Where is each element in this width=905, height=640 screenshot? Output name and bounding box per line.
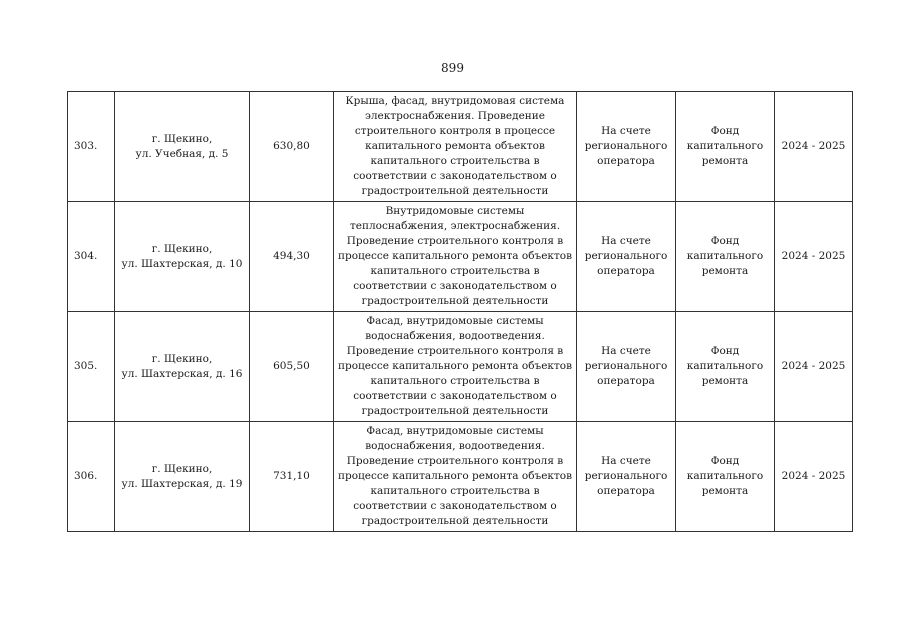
account-line: На счете (601, 235, 651, 247)
address-city: г. Щекино, (151, 462, 213, 475)
works-line: Проведение строительного контроля в (346, 235, 564, 247)
source-line: капитального (686, 140, 764, 152)
page-number: 899 (441, 61, 464, 75)
address-cell (115, 312, 250, 422)
funding-source-cell (676, 312, 775, 422)
works-line: водоснабжения, водоотведения. (365, 440, 545, 452)
account-line: На счете (601, 455, 651, 467)
area-cell: 630,80 (250, 92, 334, 202)
table-row (68, 422, 853, 532)
works-line: капитального строительства в (370, 155, 540, 167)
works-line: Проведение строительного контроля в (346, 455, 564, 467)
works-line: капитального строительства в (370, 265, 540, 277)
works-line: водоснабжения, водоотведения. (365, 330, 545, 342)
works-line: электроснабжения. Проведение (364, 110, 546, 122)
address-cell (115, 422, 250, 532)
source-line: Фонд (710, 235, 740, 247)
account-cell (577, 202, 676, 312)
works-line: Внутридомовые системы (385, 205, 525, 217)
table-row (68, 202, 853, 312)
address-street: ул. Шахтерская, д. 10 (121, 257, 243, 270)
account-cell (577, 312, 676, 422)
area-cell: 731,10 (250, 422, 334, 532)
works-line: капитального ремонта объектов (365, 140, 545, 152)
table-row (68, 92, 853, 202)
works-cell (334, 422, 577, 532)
works-line: Крыша, фасад, внутридомовая система (345, 95, 565, 107)
row-number: 303. (68, 92, 115, 202)
works-line: соответствии с законодательством о (353, 500, 557, 512)
works-line: градостроительной деятельности (361, 515, 549, 527)
account-line: оператора (597, 375, 655, 387)
account-line: оператора (597, 485, 655, 497)
works-cell (334, 312, 577, 422)
address-street: ул. Шахтерская, д. 19 (121, 477, 243, 490)
works-line: градостроительной деятельности (361, 295, 549, 307)
source-line: Фонд (710, 455, 740, 467)
works-line: капитального строительства в (370, 485, 540, 497)
source-line: ремонта (701, 265, 749, 277)
account-cell (577, 92, 676, 202)
works-cell (334, 202, 577, 312)
period-cell: 2024 - 2025 (775, 422, 853, 532)
row-number: 306. (68, 422, 115, 532)
table-row (68, 312, 853, 422)
account-cell (577, 422, 676, 532)
account-line: оператора (597, 155, 655, 167)
works-line: соответствии с законодательством о (353, 280, 557, 292)
row-number: 304. (68, 202, 115, 312)
works-line: процессе капитального ремонта объектов (337, 250, 573, 262)
address-city: г. Щекино, (151, 132, 213, 145)
works-line: Фасад, внутридомовые системы (366, 315, 544, 327)
works-line: теплоснабжения, электроснабжения. (349, 220, 561, 232)
period-cell: 2024 - 2025 (775, 312, 853, 422)
funding-source-cell (676, 92, 775, 202)
source-line: ремонта (701, 375, 749, 387)
works-line: процессе капитального ремонта объектов (337, 360, 573, 372)
works-line: градостроительной деятельности (361, 405, 549, 417)
funding-source-cell (676, 202, 775, 312)
source-line: Фонд (710, 345, 740, 357)
account-line: На счете (601, 125, 651, 137)
period-cell: 2024 - 2025 (775, 92, 853, 202)
address-city: г. Щекино, (151, 352, 213, 365)
address-street: ул. Учебная, д. 5 (135, 147, 229, 160)
works-cell (334, 92, 577, 202)
works-line: градостроительной деятельности (361, 185, 549, 197)
account-line: На счете (601, 345, 651, 357)
source-line: Фонд (710, 125, 740, 137)
row-number: 305. (68, 312, 115, 422)
address-cell (115, 92, 250, 202)
works-line: Фасад, внутридомовые системы (366, 425, 544, 437)
works-line: процессе капитального ремонта объектов (337, 470, 573, 482)
account-line: оператора (597, 265, 655, 277)
account-line: регионального (584, 470, 668, 482)
address-city: г. Щекино, (151, 242, 213, 255)
area-cell: 494,30 (250, 202, 334, 312)
source-line: капитального (686, 250, 764, 262)
area-cell: 605,50 (250, 312, 334, 422)
account-line: регионального (584, 250, 668, 262)
account-line: регионального (584, 360, 668, 372)
repair-program-table (67, 91, 853, 532)
address-cell (115, 202, 250, 312)
source-line: капитального (686, 360, 764, 372)
funding-source-cell (676, 422, 775, 532)
source-line: капитального (686, 470, 764, 482)
source-line: ремонта (701, 155, 749, 167)
period-cell: 2024 - 2025 (775, 202, 853, 312)
works-line: соответствии с законодательством о (353, 390, 557, 402)
works-line: строительного контроля в процессе (354, 125, 556, 137)
works-line: Проведение строительного контроля в (346, 345, 564, 357)
address-street: ул. Шахтерская, д. 16 (121, 367, 243, 380)
works-line: капитального строительства в (370, 375, 540, 387)
source-line: ремонта (701, 485, 749, 497)
works-line: соответствии с законодательством о (353, 170, 557, 182)
account-line: регионального (584, 140, 668, 152)
